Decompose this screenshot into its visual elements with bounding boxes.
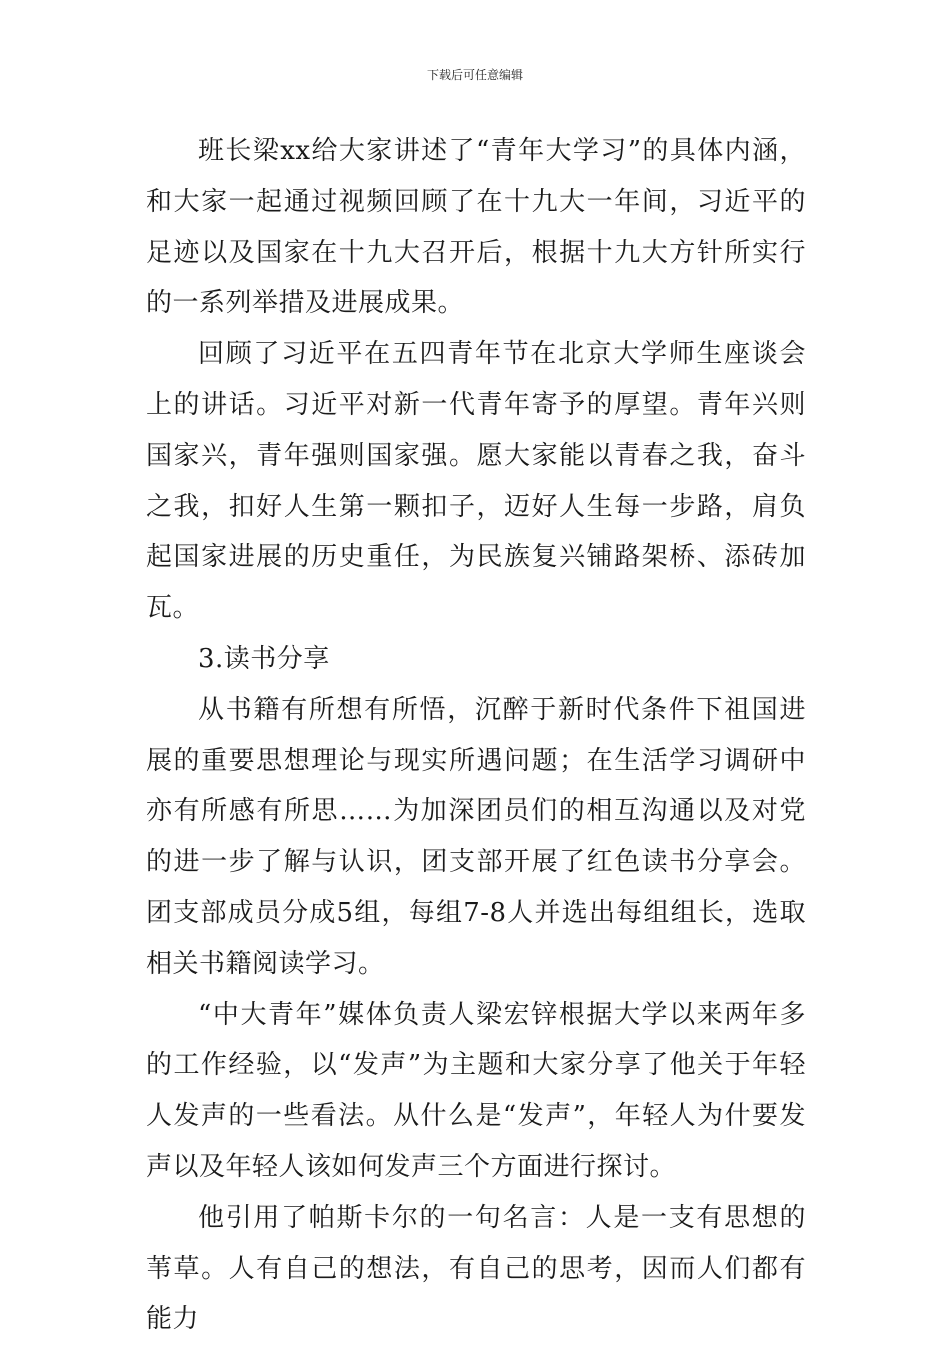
- document-body: [146, 126, 806, 1345]
- paragraph: 他引用了帕斯卡尔的一句名言：人是一支有思想的苇草。人有自己的想法，有自己的思考，因而人们都有能力: [146, 1202, 806, 1335]
- page-header: 下载后可任意编辑: [426, 68, 523, 82]
- paragraph: 回顾了习近平在五四青年节在北京大学师生座谈会上的讲话。习近平对新一代青年寄予的厚望。青年兴则国家兴，青年强则国家强。愿大家能以青春之我，奋斗之我，扣好人生第一颗扣子，迈好人生每一步路，肩负起国家进展的历史重任，为民族复兴铺路架桥、添砖加瓦。: [146, 339, 806, 624]
- paragraph: “中大青年”媒体负责人梁宏锌根据大学以来两年多的工作经验，以“发声”为主题和大家分享了他关于年轻人发声的一些看法。从什么是“发声”，年轻人为什要发声以及年轻人该如何发声三个方面进行探讨。: [146, 999, 806, 1182]
- paragraph: 班长梁xx给大家讲述了“青年大学习”的具体内涵，和大家一起通过视频回顾了在十九大一年间，习近平的足迹以及国家在十九大召开后，根据十九大方针所实行的一系列举措及进展成果。: [146, 136, 806, 319]
- paragraph: 从书籍有所想有所悟，沉醉于新时代条件下祖国进展的重要思想理论与现实所遇问题；在生活学习调研中亦有所感有所思……为加深团员们的相互沟通以及对党的进一步了解与认识，团支部开展了红色读书分享会。团支部成员分成5组，每组7-8人并选出每组组长，选取相关书籍阅读学习。: [146, 694, 806, 979]
- section-heading: 3.读书分享: [198, 643, 330, 674]
